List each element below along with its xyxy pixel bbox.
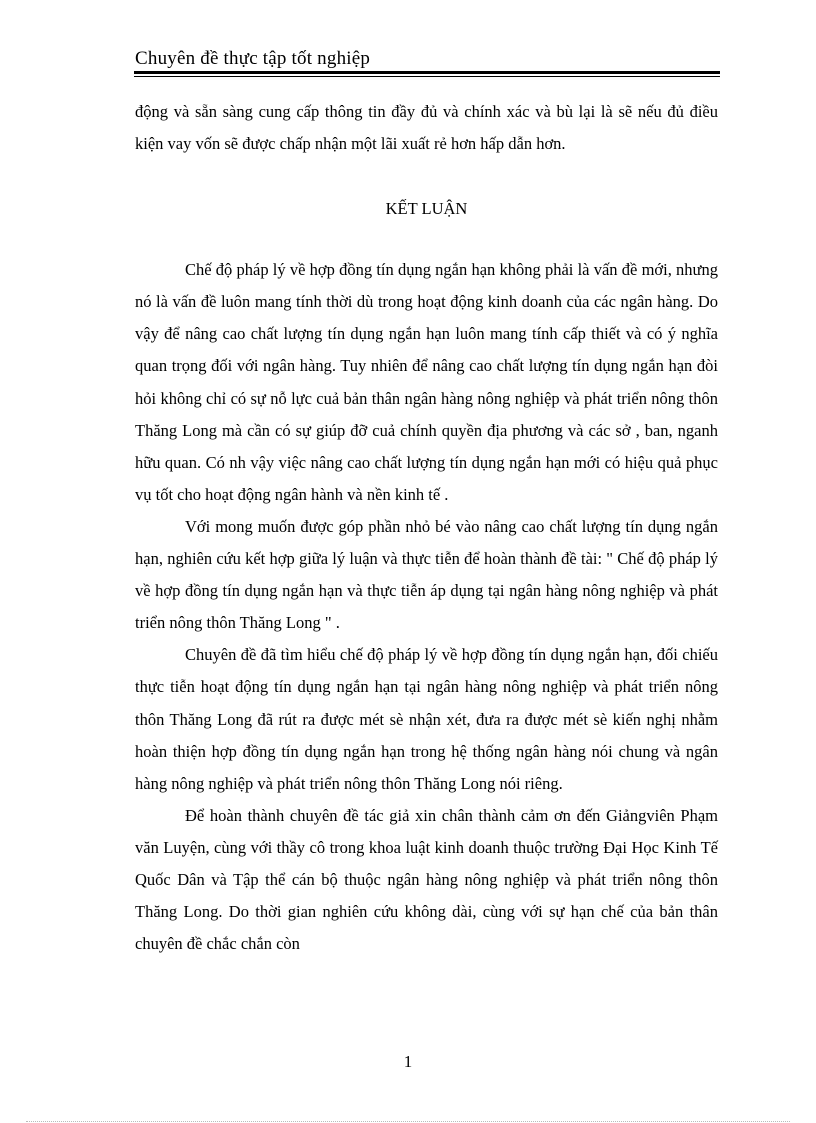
- document-body: [135, 96, 718, 960]
- page-bottom-border: [26, 1121, 790, 1122]
- page-number: 1: [403, 1052, 413, 1071]
- body-paragraph: Với mong muốn được góp phần nhỏ bé vào nâng cao chất lượng tín dụng ngắn hạn, nghiên cứu kết hợp giữa lý luận và thực tiễn để hoàn thành đề tài: " Chế độ pháp lý về hợp đồng tín dụng ngắn hạn và thực tiễn áp dụng tại ngân hàng nông nghiệp và phát triển nông thôn Thăng Long " .: [135, 516, 718, 633]
- body-paragraph: Để hoàn thành chuyên đề tác giả xin chân thành cảm ơn đến Giảngviên Phạm văn Luyện, cùng với thầy cô trong khoa luật kinh doanh thuộc trường Đại Học Kinh Tế Quốc Dân và Tập thể cán bộ thuộc ngân hàng nông nghiệp và phát triển nông thôn Thăng Long. Do thời gian nghiên cứu không dài, cùng với sự hạn chế của bản thân chuyên đề chắc chắn còn: [135, 805, 718, 954]
- header-rule: [134, 71, 720, 74]
- header-rule-thin: [134, 76, 720, 77]
- section-heading: KẾT LUẬN: [385, 199, 468, 219]
- page-header-title: Chuyên đề thực tập tốt nghiệp: [135, 48, 371, 69]
- body-paragraph: Chuyên đề đã tìm hiểu chế độ pháp lý về hợp đồng tín dụng ngắn hạn, đối chiếu thực tiễn hoạt động tín dụng ngắn hạn tại ngân hàng nông nghiệp và phát triển nông thôn Thăng Long đã rút ra được mét sè nhận xét, đưa ra được mét sè kiến nghị nhằm hoàn thiện hợp đồng tín dụng ngắn hạn trong hệ thống ngân hàng nói chung và ngân hàng nông nghiệp và phát triển nông thôn Thăng Long nói riêng.: [135, 645, 718, 793]
- body-paragraph: Chế độ pháp lý về hợp đồng tín dụng ngắn hạn không phải là vấn đề mới, nhưng nó là vấn đề luôn mang tính thời dù trong hoạt động kinh doanh của các ngân hàng. Do vậy để nâng cao chất lượng tín dụng ngắn hạn luôn mang tính cấp thiết và có ý nghĩa quan trọng đối với ngân hàng. Tuy nhiên để nâng cao chất lượng tín dụng ngắn hạn đòi hỏi không chỉ có sự nỗ lực cuả bản thân ngân hàng nông nghiệp và phát triển nông thôn Thăng Long mà cần có sự giúp đỡ cuả chính quyền địa phương và các sở , ban, nganh hữu quan. Có nh vậy việc nâng cao chất lượng tín dụng ngắn hạn mới có hiệu quả phục vụ tốt cho hoạt động ngân hành và nền kinh tế .: [135, 260, 718, 504]
- intro-paragraph: động và sẵn sàng cung cấp thông tin đầy đủ và chính xác và bù lại là sẽ nếu đủ điều kiện vay vốn sẽ được chấp nhận một lãi xuất rẻ hơn hấp dẫn hơn.: [135, 102, 718, 154]
